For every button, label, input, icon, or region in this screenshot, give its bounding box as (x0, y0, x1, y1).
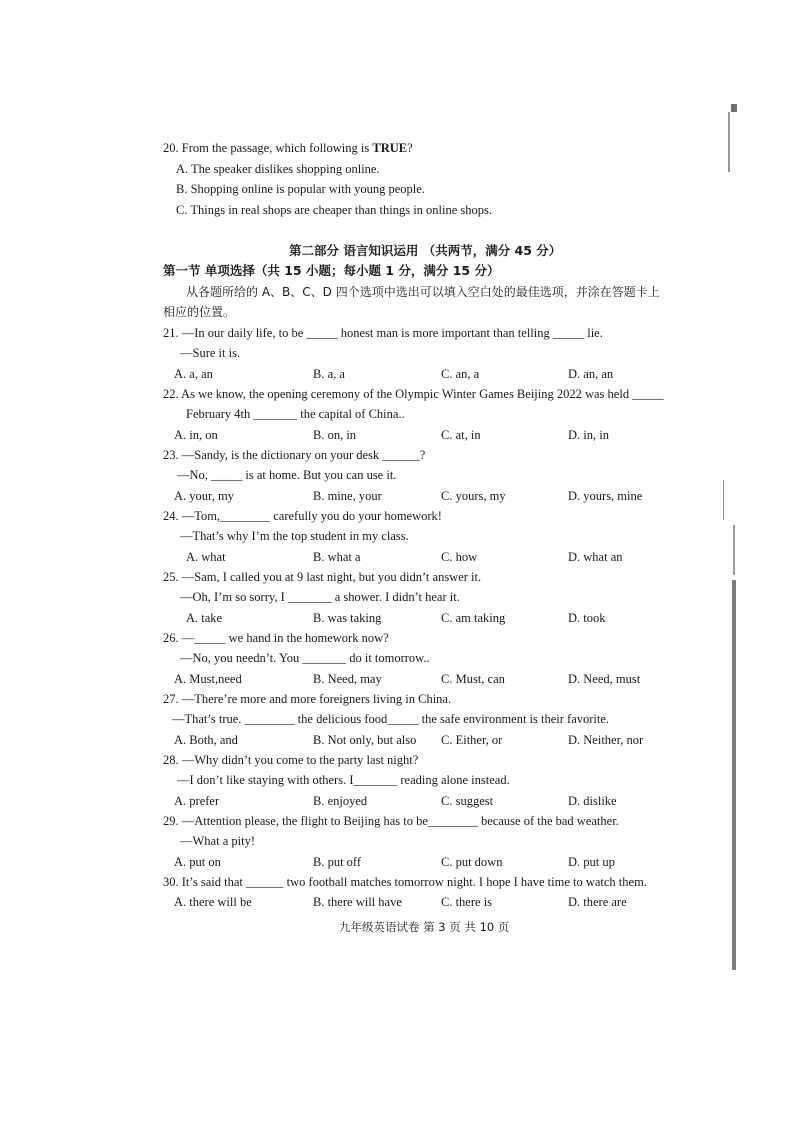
question-22-line-1: 22. As we know, the opening ceremony of the Olympic Winter Games Beijing 2022 was held _____ (163, 387, 664, 401)
question-29-option-c: C. put down (441, 855, 503, 869)
question-21-option-b: B. a, a (313, 367, 345, 381)
question-22-option-d: D. in, in (568, 428, 609, 442)
question-23-line-2: —No, _____ is at home. But you can use it. (177, 468, 397, 482)
page-footer: 九年级英语试卷 第 3 页 共 10 页 (339, 920, 510, 934)
question-27-line-1: 27. —There’re more and more foreigners living in China. (163, 692, 452, 706)
question-26-option-c: C. Must, can (441, 672, 505, 686)
question-24-option-a: A. what (186, 550, 226, 564)
question-27-option-b: B. Not only, but also (313, 733, 417, 747)
question-29-option-b: B. put off (313, 855, 362, 869)
question-26-option-b: B. Need, may (313, 672, 382, 686)
question-28-line-1: 28. —Why didn’t you come to the party last night? (163, 753, 419, 767)
question-30-option-d: D. there are (568, 895, 627, 909)
question-23-option-a: A. your, my (174, 489, 234, 503)
question-29-option-a: A. put on (174, 855, 221, 869)
question-20-stem-end: ? (407, 141, 413, 155)
question-21-option-d: D. an, an (568, 367, 614, 381)
question-20-option-b: B. Shopping online is popular with young people. (176, 182, 425, 196)
question-27-line-2: —That’s true. ________ the delicious food_____ the safe environment is their favorite. (172, 712, 610, 726)
question-29-line-1: 29. —Attention please, the flight to Beijing has to be________ because of the bad weather. (163, 814, 619, 828)
question-28-line-2: —I don’t like staying with others. I_______ reading alone instead. (177, 773, 510, 787)
question-27-option-d: D. Neither, nor (568, 733, 644, 747)
question-20-stem-text: 20. From the passage, which following is (163, 141, 373, 155)
scan-edge-mark-top (731, 104, 737, 112)
question-21-option-a: A. a, an (174, 367, 213, 381)
question-21-line-2: —Sure it is. (180, 346, 241, 360)
question-30-option-a: A. there will be (174, 895, 252, 909)
question-26-option-d: D. Need, must (568, 672, 641, 686)
question-27-option-c: C. Either, or (441, 733, 503, 747)
instruction-line-1: 从各题所给的 A、B、C、D 四个选项中选出可以填入空白处的最佳选项，并涂在答题卡上 (186, 285, 660, 299)
scan-edge-line-upper (728, 112, 730, 172)
question-25-option-a: A. take (186, 611, 223, 625)
scan-edge-bar-bottom (732, 580, 736, 970)
question-25-option-d: D. took (568, 611, 606, 625)
question-28-option-d: D. dislike (568, 794, 617, 808)
question-25-line-1: 25. —Sam, I called you at 9 last night, but you didn’t answer it. (163, 570, 482, 584)
question-20-option-a: A. The speaker dislikes shopping online. (176, 162, 380, 176)
question-25-line-2: —Oh, I’m so sorry, I _______ a shower. I didn’t hear it. (180, 590, 460, 604)
question-25-option-b: B. was taking (313, 611, 382, 625)
section-one-title: 第一节 单项选择（共 15 小题；每小题 1 分，满分 15 分） (163, 263, 500, 278)
question-23-line-1: 23. —Sandy, is the dictionary on your desk ______? (163, 448, 426, 462)
question-24-option-b: B. what a (313, 550, 361, 564)
question-22-option-b: B. on, in (313, 428, 357, 442)
question-20-option-c: C. Things in real shops are cheaper than things in online shops. (176, 203, 493, 217)
instruction-line-2: 相应的位置。 (163, 305, 236, 319)
question-23-option-c: C. yours, my (441, 489, 506, 503)
question-20-stem (163, 140, 413, 156)
question-25-option-c: C. am taking (441, 611, 506, 625)
question-24-option-c: C. how (441, 550, 478, 564)
question-26-line-1: 26. —_____ we hand in the homework now? (163, 631, 389, 645)
question-26-option-a: A. Must,need (174, 672, 242, 686)
scan-edge-line-middle (723, 480, 724, 520)
question-30-line-1: 30. It’s said that ______ two football matches tomorrow night. I hope I have time to watch them. (163, 875, 647, 889)
question-24-line-2: —That’s why I’m the top student in my class. (180, 529, 409, 543)
question-29-line-2: —What a pity! (180, 834, 255, 848)
question-21-line-1: 21. —In our daily life, to be _____ honest man is more important than telling _____ lie. (163, 326, 603, 340)
question-22-option-c: C. at, in (441, 428, 481, 442)
question-23-option-b: B. mine, your (313, 489, 382, 503)
question-27-option-a: A. Both, and (174, 733, 238, 747)
question-28-option-a: A. prefer (174, 794, 220, 808)
question-22-option-a: A. in, on (174, 428, 218, 442)
part-two-title: 第二部分 语言知识运用 （共两节，满分 45 分） (289, 243, 562, 258)
question-21-option-c: C. an, a (441, 367, 480, 381)
question-30-option-b: B. there will have (313, 895, 402, 909)
question-28-option-b: B. enjoyed (313, 794, 368, 808)
question-24-option-d: D. what an (568, 550, 623, 564)
question-24-line-1: 24. —Tom,________ carefully you do your homework! (163, 509, 442, 523)
question-29-option-d: D. put up (568, 855, 615, 869)
question-28-option-c: C. suggest (441, 794, 494, 808)
question-23-option-d: D. yours, mine (568, 489, 643, 503)
question-22-line-2: February 4th _______ the capital of China.. (186, 407, 405, 421)
question-30-option-c: C. there is (441, 895, 493, 909)
question-26-line-2: —No, you needn’t. You _______ do it tomorrow.. (180, 651, 430, 665)
scan-edge-line-lower (733, 525, 735, 575)
question-20-stem-emphasis: TRUE (372, 141, 408, 155)
